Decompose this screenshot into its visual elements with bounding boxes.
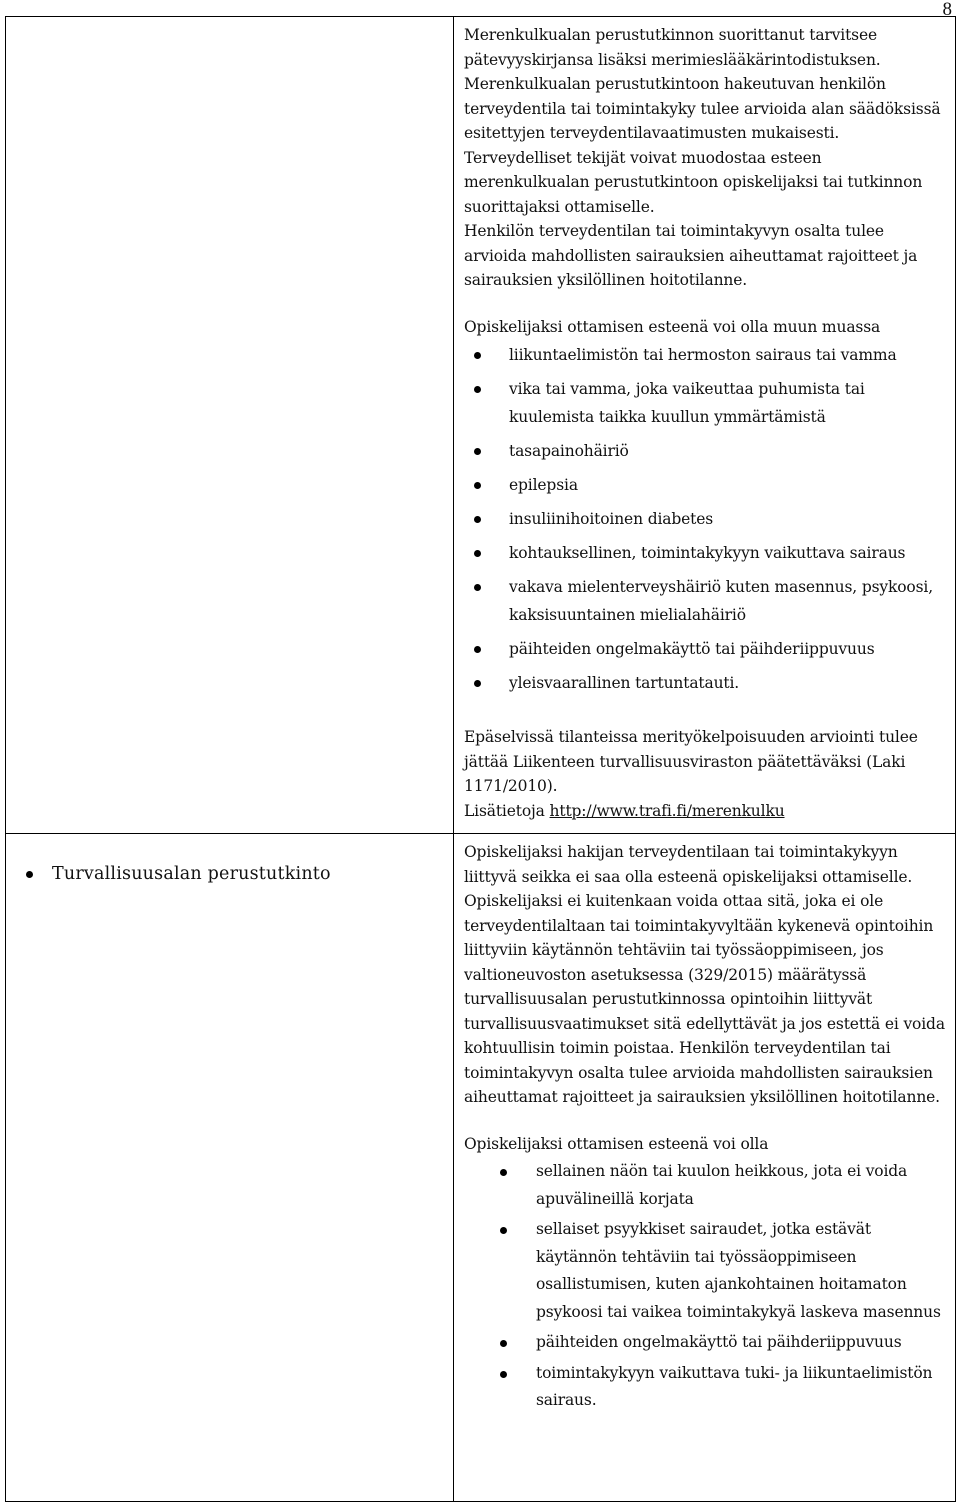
list-item: insuliinihoitoinen diabetes [464,505,949,533]
paragraph: Opiskelijaksi hakijan terveydentilaan tai toimintakykyyn liittyvä seikka ei saa olla esteenä opiskelijaksi ottamiselle. Opiskelijaksi ei kuitenkaan voida ottaa sitä, joka ei ole terveydentilaltaan tai toimintakyvyltään kykenevä opintoihin liittyviin käytännön tehtäviin tai työssäoppimiseen, jos valtioneuvoston asetuksessa (329/2015) määrätyssä turvallisuusalan perustutkinnossa opintoihin liittyvät turvallisuusvaatimukset sitä edellyttävät ja jos estettä ei voida kohtuullisin toimin poistaa. Henkilön terveydentilan tai toimintakyvyn osalta tulee arvioida mahdollisten sairauksien aiheuttamat rajoitteet ja sairauksien yksilöllinen hoitotilanne. [464,843,945,1106]
paragraph: Epäselvissä tilanteissa merityökelpoisuuden arviointi tulee jättää Liikenteen turvallisuusviraston päätettäväksi (Laki 1171/2010). [464,728,918,795]
paragraph: Henkilön terveydentilan tai toimintakyvyn osalta tulee arvioida mahdollisten sairauksien aiheuttamat rajoitteet ja sairauksien yksilöllinen hoitotilanne. [464,222,918,289]
list-item: vakava mielenterveyshäiriö kuten masennus, psykoosi, kaksisuuntainen mielialahäiriö [464,573,949,629]
list-item: kohtauksellinen, toimintakykyyn vaikuttava sairaus [464,539,949,567]
requirements-cell [454,17,956,834]
list-item: liikuntaelimistön tai hermoston sairaus tai vamma [464,341,949,369]
list-item: päihteiden ongelmakäyttö tai päihderiippuvuus [464,1329,949,1357]
requirements-cell [454,834,956,1502]
list-intro: Opiskelijaksi ottamisen esteenä voi olla muun muassa [464,317,881,336]
list-item: sellaiset psyykkiset sairaudet, jotka estävät käytännön tehtäviin tai työssäoppimiseen osallistumisen, kuten ajankohtainen hoitamaton psykoosi tai vaikea toimintakykyä laskeva masennus [464,1216,949,1326]
paragraph: Merenkulkualan perustutkinnon suorittanut tarvitsee pätevyyskirjansa lisäksi merimieslääkärintodistuksen. Merenkulkualan perustutkintoon hakeutuvan henkilön terveydentila tai toimintakyky tulee arvioida alan säädöksissä esitettyjen terveydentilavaatimusten mukaisesti. Terveydelliset tekijät voivat muodostaa esteen merenkulkualan perustutkintoon opiskelijaksi tai tutkinnon suorittajaksi ottamiselle. [464,26,941,216]
table-row [6,17,956,834]
degree-label: Turvallisuusalan perustutkinto [6,862,453,886]
list-intro: Opiskelijaksi ottamisen esteenä voi olla [464,1134,769,1153]
list-item: vika tai vamma, joka vaikeuttaa puhumista tai kuulemista taikka kuullun ymmärtämistä [464,375,949,431]
more-info-label: Lisätietoja [464,801,545,820]
list-item: epilepsia [464,471,949,499]
more-info-link[interactable]: http://www.trafi.fi/merenkulku [549,801,785,820]
list-item: yleisvaarallinen tartuntatauti. [464,669,949,697]
degree-cell [6,834,454,1502]
page-number: 8 [942,0,952,20]
list-item: toimintakykyyn vaikuttava tuki- ja liikuntaelimistön sairaus. [464,1360,949,1415]
obstacle-list [464,1158,949,1415]
table-row [6,834,956,1502]
list-item: päihteiden ongelmakäyttö tai päihderiippuvuus [464,635,949,663]
requirements-table [5,16,956,1502]
degree-cell [6,17,454,834]
list-item: tasapainohäiriö [464,437,949,465]
more-info [464,799,949,824]
list-item: sellainen näön tai kuulon heikkous, jota ei voida apuvälineillä korjata [464,1158,949,1213]
obstacle-list [464,341,949,697]
